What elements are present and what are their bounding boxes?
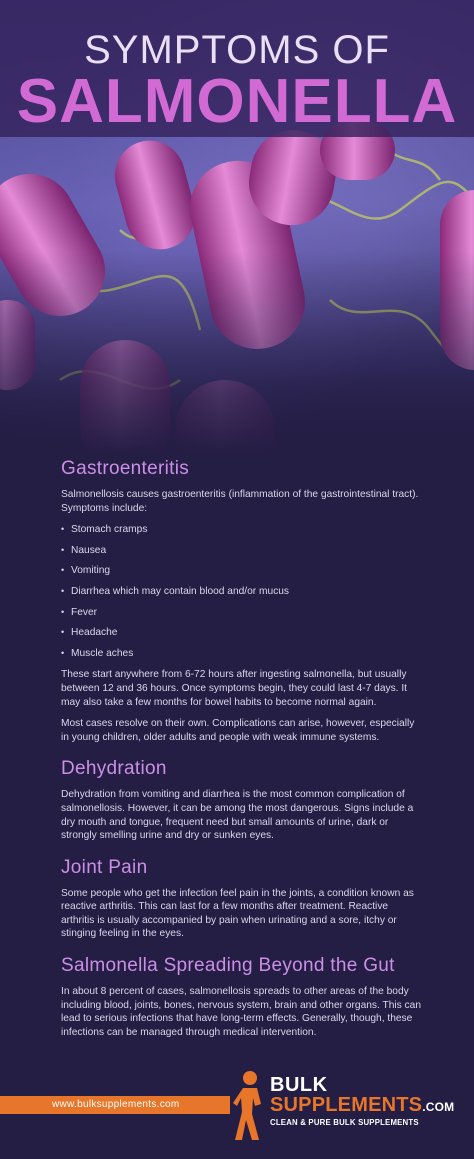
symptom-list (61, 523, 421, 660)
list-item: • Muscle aches (61, 647, 421, 661)
section-heading: Gastroenteritis (61, 458, 190, 479)
section-paragraph: Some people who get the infection feel pain in the joints, a condition known as reactive arthritis. This can last for a few months after treatment. Reactive arthritis is usually accompanied by pain when urinating and a sore, itchy or stinging feeling in the eyes. (61, 887, 414, 940)
footer (0, 1060, 474, 1159)
list-item: • Vomiting (61, 564, 421, 578)
section-heading: Salmonella Spreading Beyond the Gut (61, 955, 395, 977)
section-paragraph: In about 8 percent of cases, salmonellosis spreads to other areas of the body including blood, joints, bones, nervous system, brain and other organs. This can lead to serious infections that have long-term effects. Generally, though, these infections can be managed through medical intervention. (61, 986, 421, 1038)
list-item: • Nausea (61, 544, 421, 558)
list-item: • Diarrhea which may contain blood and/or mucus (61, 585, 421, 599)
section-heading: Joint Pain (61, 856, 148, 878)
article-content (61, 458, 421, 1053)
list-item: • Stomach cramps (61, 523, 421, 537)
title-band (0, 0, 474, 137)
list-item: • Fever (61, 606, 421, 620)
section-paragraph: Most cases resolve on their own. Complications can arise, however, especially in young children, older adults and people with weak immune systems. (61, 718, 415, 743)
list-item: • Headache (61, 626, 421, 640)
section-joint-pain (61, 857, 421, 941)
brand-tagline: CLEAN & PURE BULK SUPPLEMENTS (270, 1118, 419, 1127)
hero-image (0, 0, 474, 455)
page-title-line1: SYMPTOMS OF (84, 28, 390, 72)
brand-name-line1: BULK (270, 1074, 328, 1096)
url-bar (0, 1096, 230, 1114)
section-paragraph: These start anywhere from 6-72 hours after ingesting salmonella, but usually between 12 and 36 hours. Once symptoms begin, they could last 4-7 days. It may also take a few months for bowel habits to become normal again. (61, 669, 408, 708)
brand-name-suffix: .COM (422, 1100, 455, 1114)
section-intro: Salmonellosis causes gastroenteritis (inflammation of the gastrointestinal tract). Symptoms include: (61, 489, 419, 514)
website-link[interactable]: www.bulksupplements.com (52, 1099, 180, 1110)
section-spreading (61, 955, 421, 1039)
brand-name-line2 (270, 1094, 454, 1117)
section-gastroenteritis (61, 458, 421, 744)
brand-name-supplements: SUPPLEMENTS (270, 1094, 423, 1116)
runner-icon (233, 1070, 267, 1142)
section-heading: Dehydration (61, 758, 167, 780)
section-dehydration (61, 758, 421, 842)
section-paragraph: Dehydration from vomiting and diarrhea is the most common complication of salmonellosis. However, it can be among the most dangerous. Signs include a dry mouth and tongue, frequent need but small amounts of urine, dark or strongly smelling urine and dry or sunken eyes. (61, 789, 414, 842)
page-title-line2: SALMONELLA (16, 67, 458, 136)
